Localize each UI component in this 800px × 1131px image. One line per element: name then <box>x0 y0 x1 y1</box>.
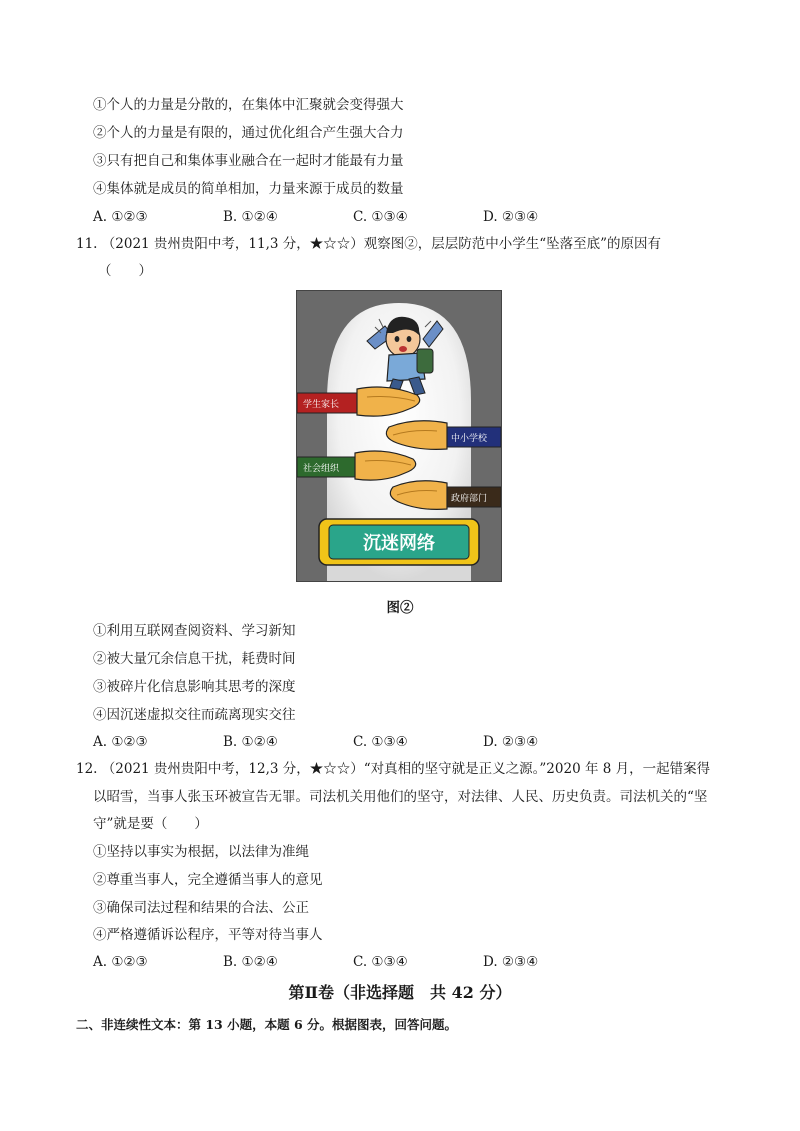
q10-option-b: B. ①②④ <box>223 209 278 225</box>
section-subtitle: 二、非连续性文本：第 13 小题，本题 6 分。根据图表，回答问题。 <box>76 1017 458 1032</box>
q11-option-c: C. ①③④ <box>353 734 408 750</box>
q12-item-3: ③确保司法过程和结果的合法、公正 <box>93 900 309 916</box>
q10-option-c: C. ①③④ <box>353 209 408 225</box>
hand-label-parents: 学生家长 <box>303 400 340 410</box>
q11-option-a: A. ①②③ <box>93 734 148 750</box>
q12-options <box>93 953 653 971</box>
figure-caption: 图② <box>386 600 414 616</box>
q11-option-d: D. ②③④ <box>483 734 539 750</box>
cartoon-illustration <box>297 291 501 581</box>
q11-item-2: ②被大量冗余信息干扰，耗费时间 <box>93 651 296 667</box>
q11-option-b: B. ①②④ <box>223 734 278 750</box>
q11-options <box>93 733 653 751</box>
q12-item-1: ①坚持以事实为根据，以法律为准绳 <box>93 844 309 860</box>
q11-item-4: ④因沉迷虚拟交往而疏离现实交往 <box>93 707 296 723</box>
phone-screen-text: 沉迷网络 <box>363 533 435 554</box>
hand-label-social-orgs: 社会组织 <box>303 464 340 474</box>
q11-stem-line-1: 11. （2021 贵州贵阳中考，11,3 分，★☆☆）观察图②，层层防范中小学生“坠落至底”的原因有 <box>76 236 662 252</box>
q11-stem-line-2: （ ） <box>98 263 152 279</box>
q11-item-3: ③被碎片化信息影响其思考的深度 <box>93 679 296 695</box>
q12-item-4: ④严格遵循诉讼程序，平等对待当事人 <box>93 927 323 943</box>
q10-options <box>93 208 653 226</box>
q12-option-b: B. ①②④ <box>223 954 278 970</box>
q12-option-d: D. ②③④ <box>483 954 539 970</box>
q12-option-a: A. ①②③ <box>93 954 148 970</box>
q12-option-c: C. ①③④ <box>353 954 408 970</box>
hand-label-schools: 中小学校 <box>451 434 488 444</box>
q12-stem-line-3: 守”就是要（ ） <box>93 816 208 832</box>
q10-option-a: A. ①②③ <box>93 209 148 225</box>
q11-figure <box>296 290 502 582</box>
q10-option-d: D. ②③④ <box>483 209 539 225</box>
q10-item-2: ②个人的力量是有限的，通过优化组合产生强大合力 <box>93 125 404 141</box>
q12-stem-line-2: 以昭雪，当事人张玉环被宣告无罪。司法机关用他们的坚守，对法律、人民、历史负责。司法机关的“坚 <box>93 789 708 805</box>
q11-item-1: ①利用互联网查阅资料、学习新知 <box>93 623 296 639</box>
q12-item-2: ②尊重当事人，完全遵循当事人的意见 <box>93 872 323 888</box>
section-title: 第Ⅱ卷（非选择题 共 42 分） <box>288 983 512 1002</box>
q10-item-4: ④集体就是成员的简单相加，力量来源于成员的数量 <box>93 181 404 197</box>
q10-item-3: ③只有把自己和集体事业融合在一起时才能最有力量 <box>93 153 404 169</box>
smartphone-icon <box>319 519 479 565</box>
hand-label-government: 政府部门 <box>451 494 488 504</box>
q12-stem-line-1: 12. （2021 贵州贵阳中考，12,3 分，★☆☆）“对真相的坚守就是正义之源。”2020 年 8 月，一起错案得 <box>76 761 711 777</box>
q10-item-1: ①个人的力量是分散的，在集体中汇聚就会变得强大 <box>93 97 404 113</box>
